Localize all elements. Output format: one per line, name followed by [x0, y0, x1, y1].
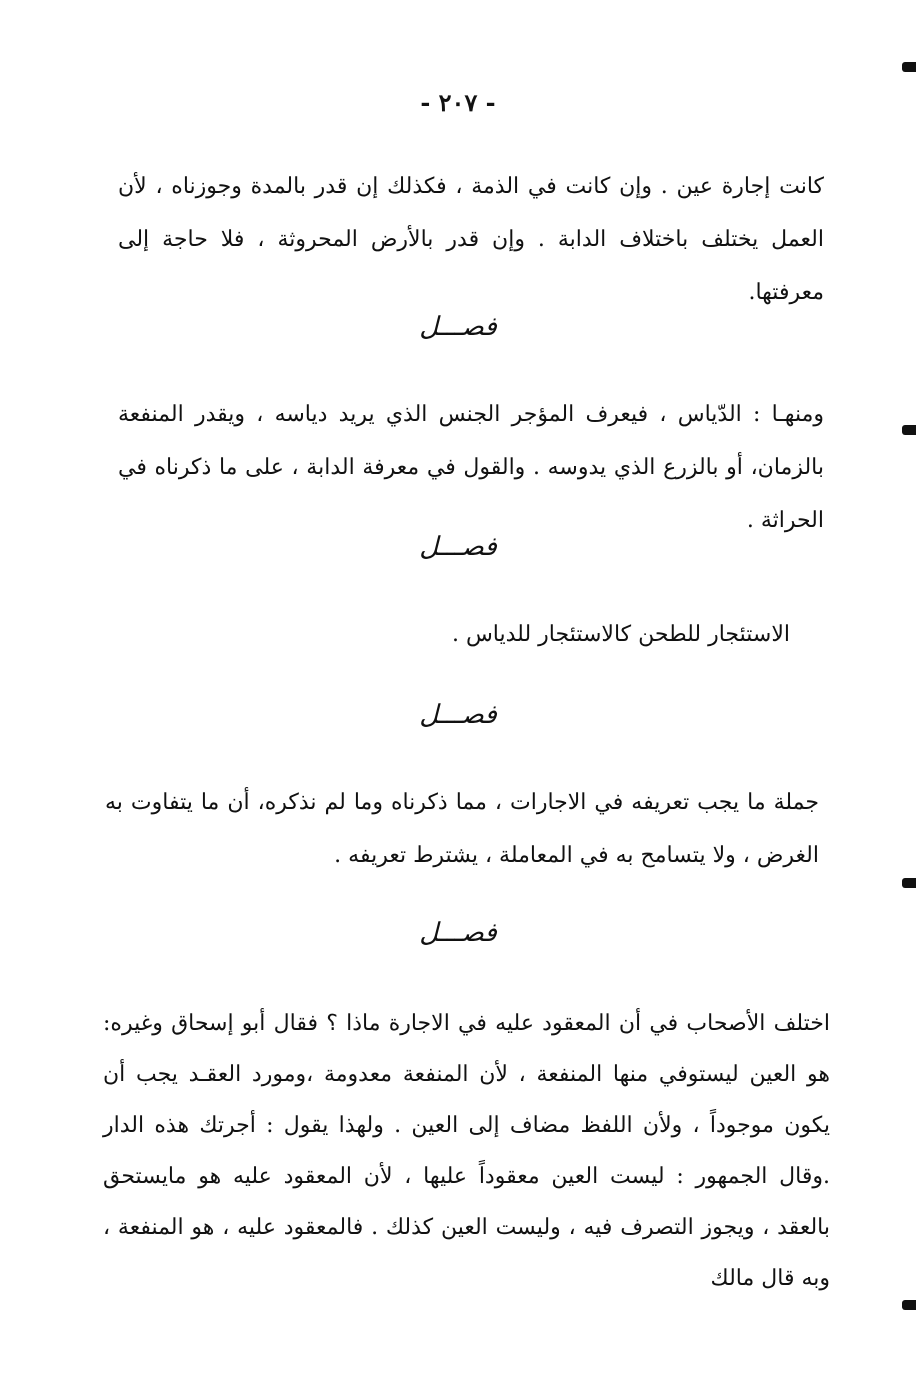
margin-mark	[902, 62, 916, 72]
paragraph-1: كانت إجارة عين . وإن كانت في الذمة ، فكذلك إن قدر بالمدة وجوزناه ، لأن العمل يختلف باختلاف الدابة . وإن قدر بالأرض المحروثة ، فلا حاجة إلى معرفتها.	[118, 174, 824, 305]
margin-mark	[902, 878, 916, 888]
page-number: - ٢٠٧ -	[420, 88, 496, 117]
margin-mark	[902, 425, 916, 435]
margin-mark	[902, 1300, 916, 1310]
paragraph-3: الاستئجار للطحن كالاستئجار للدياس .	[451, 622, 790, 647]
paragraph-4: جملة ما يجب تعريفه في الاجارات ، مما ذكرناه وما لم نذكره، أن ما يتفاوت به الغرض ، ولا يتسامح به في المعاملة ، يشترط تعريفه .	[105, 790, 819, 868]
paragraph-2: ومنهـا : الدّياس ، فيعرف المؤجر الجنس الذي يريد دياسه ، ويقدر المنفعة بالزمان، أو بالزرع الذي يدوسه . والقول في معرفة الدابة ، على ما ذكرناه في الحراثة .	[118, 402, 824, 533]
section-heading-1: فصـــل	[419, 312, 497, 342]
paragraph-5: اختلف الأصحاب في أن المعقود عليه في الاجارة ماذا ؟ فقال أبو إسحاق وغيره: هو العين ليستوفي منها المنفعة ، لأن المنفعة معدومة ،ومورد العقـد يجب أن يكون موجوداً ، ولأن اللفظ مضاف إلى العين . ولهذا يقول : أجرتك هذه الدار .وقال الجمهور : ليست العين معقوداً عليها ، لأن المعقود عليه هو مايستحق بالعقد ، ويجوز التصرف فيه ، وليست العين كذلك . فالمعقود عليه ، هو المنفعة ، وبه قال مالك	[103, 1011, 830, 1291]
section-heading-4: فصـــل	[419, 918, 497, 948]
section-heading-2: فصـــل	[419, 532, 497, 562]
section-heading-3: فصـــل	[419, 700, 497, 730]
